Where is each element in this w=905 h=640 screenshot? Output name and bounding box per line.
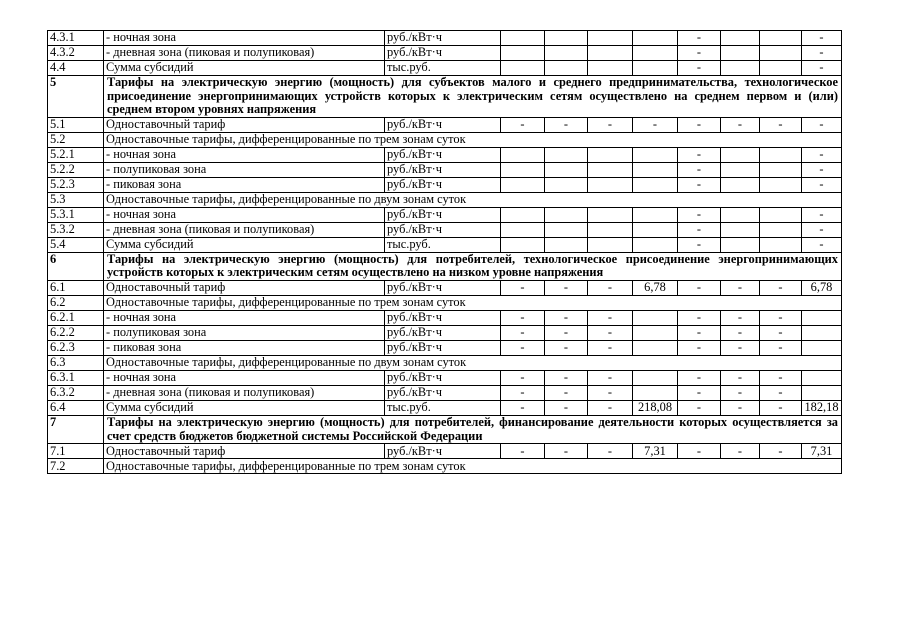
value-cell: - [678,117,721,132]
value-cell [545,162,588,177]
value-cell: - [588,280,633,295]
value-cell: - [501,310,545,325]
value-cell [545,207,588,222]
value-cell: - [588,385,633,400]
section-header-row [48,252,842,280]
value-cell: - [678,147,721,162]
value-cell [760,177,802,192]
value-cell: - [678,61,721,76]
value-cell [760,46,802,61]
value-cell: - [802,117,842,132]
value-cell: - [802,162,842,177]
row-name: - ночная зона [104,207,385,222]
value-cell: - [721,310,760,325]
value-cell: - [501,117,545,132]
table-row [48,147,842,162]
value-cell: - [545,117,588,132]
value-cell [760,237,802,252]
row-code: 6.1 [48,280,104,295]
value-cell [545,61,588,76]
table-row [48,280,842,295]
value-cell [721,207,760,222]
row-code: 4.4 [48,61,104,76]
row-unit: руб./кВт·ч [385,222,501,237]
row-unit: руб./кВт·ч [385,177,501,192]
value-cell: - [678,280,721,295]
value-cell [633,310,678,325]
row-unit: руб./кВт·ч [385,31,501,46]
subsection-title: Одноставочные тарифы, дифференцированные по трем зонам суток [104,295,842,310]
table-row [48,177,842,192]
section-title: Тарифы на электрическую энергию (мощность) для потребителей, финансирование деятельности которых осуществляется за счет средств бюджетов бюджетной системы Российской Федерации [104,415,842,443]
value-cell: - [802,237,842,252]
table-row [48,385,842,400]
table-row [48,370,842,385]
row-unit: руб./кВт·ч [385,147,501,162]
value-cell: - [760,280,802,295]
value-cell [501,177,545,192]
value-cell: - [678,340,721,355]
row-code: 7.1 [48,444,104,459]
value-cell: - [588,370,633,385]
value-cell [633,370,678,385]
value-cell: - [760,325,802,340]
value-cell [721,162,760,177]
value-cell [802,310,842,325]
value-cell [588,61,633,76]
value-cell: - [588,400,633,415]
value-cell [501,61,545,76]
row-name: - полупиковая зона [104,162,385,177]
row-code: 4.3.1 [48,31,104,46]
value-cell [545,31,588,46]
value-cell: - [588,117,633,132]
row-unit: руб./кВт·ч [385,162,501,177]
value-cell: - [501,325,545,340]
value-cell [802,340,842,355]
value-cell: - [721,400,760,415]
value-cell: - [545,310,588,325]
value-cell: - [633,117,678,132]
row-name: - дневная зона (пиковая и полупиковая) [104,222,385,237]
value-cell [721,61,760,76]
value-cell [501,237,545,252]
value-cell [760,31,802,46]
value-cell: - [678,370,721,385]
table-row [48,222,842,237]
value-cell: - [802,147,842,162]
value-cell: - [721,444,760,459]
row-name: Сумма субсидий [104,237,385,252]
value-cell: - [802,207,842,222]
row-unit: тыс.руб. [385,61,501,76]
value-cell [721,147,760,162]
value-cell: - [545,444,588,459]
row-name: - полупиковая зона [104,325,385,340]
subsection-row [48,355,842,370]
value-cell [633,340,678,355]
value-cell: - [678,46,721,61]
value-cell [501,207,545,222]
table-row [48,310,842,325]
value-cell: - [721,280,760,295]
value-cell [588,46,633,61]
value-cell: - [501,444,545,459]
value-cell: - [545,280,588,295]
row-name: - пиковая зона [104,177,385,192]
value-cell [633,177,678,192]
row-unit: руб./кВт·ч [385,385,501,400]
value-cell [633,61,678,76]
row-name: Сумма субсидий [104,61,385,76]
row-code: 5.1 [48,117,104,132]
row-code: 6.2.3 [48,340,104,355]
value-cell [501,162,545,177]
value-cell: - [802,61,842,76]
value-cell [501,46,545,61]
value-cell [588,237,633,252]
value-cell: 6,78 [802,280,842,295]
value-cell [633,31,678,46]
row-unit: руб./кВт·ч [385,207,501,222]
row-code: 6.2.1 [48,310,104,325]
row-unit: руб./кВт·ч [385,370,501,385]
row-name: Одноставочный тариф [104,444,385,459]
row-code: 6.2.2 [48,325,104,340]
row-code: 6.3.1 [48,370,104,385]
row-name: - ночная зона [104,147,385,162]
value-cell [588,177,633,192]
row-code: 6.4 [48,400,104,415]
row-unit: руб./кВт·ч [385,444,501,459]
value-cell: - [678,400,721,415]
subsection-title: Одноставочные тарифы, дифференцированные по трем зонам суток [104,132,842,147]
value-cell: - [588,444,633,459]
tariff-table [47,30,842,474]
value-cell [760,222,802,237]
value-cell [545,237,588,252]
value-cell: - [721,117,760,132]
value-cell [545,147,588,162]
value-cell: - [501,280,545,295]
subsection-code: 6.2 [48,295,104,310]
value-cell [545,177,588,192]
row-unit: руб./кВт·ч [385,280,501,295]
value-cell: - [545,325,588,340]
section-header-row [48,76,842,118]
section-title: Тарифы на электрическую энергию (мощность) для субъектов малого и среднего предпринимательства, технологическое присоединение энергопринимающих устройств которых к электрическим сетям осуществлено на среднем первом и (или) среднем втором уровнях напряжения [104,76,842,118]
value-cell [501,222,545,237]
value-cell: - [721,340,760,355]
value-cell [760,207,802,222]
value-cell: - [721,325,760,340]
value-cell: - [678,222,721,237]
value-cell: - [545,340,588,355]
value-cell [501,31,545,46]
row-code: 5.2.2 [48,162,104,177]
value-cell: 7,31 [633,444,678,459]
row-name: Сумма субсидий [104,400,385,415]
value-cell [588,222,633,237]
subsection-row [48,295,842,310]
row-name: - ночная зона [104,370,385,385]
value-cell: - [588,310,633,325]
value-cell: - [501,400,545,415]
section-code: 6 [48,252,104,280]
value-cell [760,162,802,177]
value-cell [545,222,588,237]
subsection-row [48,459,842,474]
table-row [48,207,842,222]
table-row [48,444,842,459]
value-cell [633,147,678,162]
value-cell: - [760,310,802,325]
value-cell [633,46,678,61]
subsection-row [48,132,842,147]
subsection-title: Одноставочные тарифы, дифференцированные по трем зонам суток [104,459,842,474]
value-cell [633,162,678,177]
value-cell [588,207,633,222]
value-cell [760,61,802,76]
value-cell [721,222,760,237]
value-cell: - [501,340,545,355]
row-name: - дневная зона (пиковая и полупиковая) [104,385,385,400]
row-code: 6.3.2 [48,385,104,400]
row-code: 4.3.2 [48,46,104,61]
subsection-code: 5.3 [48,192,104,207]
subsection-code: 5.2 [48,132,104,147]
value-cell [545,46,588,61]
value-cell [721,177,760,192]
subsection-title: Одноставочные тарифы, дифференцированные по двум зонам суток [104,192,842,207]
section-header-row [48,415,842,443]
table-row [48,117,842,132]
value-cell: - [678,162,721,177]
value-cell [633,325,678,340]
value-cell: - [678,207,721,222]
value-cell: - [678,325,721,340]
row-unit: руб./кВт·ч [385,117,501,132]
row-name: - ночная зона [104,310,385,325]
value-cell [588,31,633,46]
row-name: Одноставочный тариф [104,280,385,295]
table-row [48,325,842,340]
row-unit: руб./кВт·ч [385,46,501,61]
value-cell [633,222,678,237]
value-cell: - [678,237,721,252]
row-code: 5.3.2 [48,222,104,237]
row-unit: руб./кВт·ч [385,325,501,340]
value-cell: - [721,370,760,385]
value-cell [633,385,678,400]
value-cell: 7,31 [802,444,842,459]
section-code: 5 [48,76,104,118]
tariff-table-body [48,31,842,474]
value-cell: - [678,385,721,400]
value-cell [802,370,842,385]
value-cell: - [760,370,802,385]
table-row [48,46,842,61]
value-cell: 6,78 [633,280,678,295]
table-row [48,31,842,46]
value-cell: - [802,31,842,46]
value-cell: - [760,444,802,459]
subsection-code: 6.3 [48,355,104,370]
table-row [48,400,842,415]
value-cell [633,207,678,222]
value-cell: 218,08 [633,400,678,415]
value-cell: - [802,46,842,61]
row-code: 5.3.1 [48,207,104,222]
value-cell: 182,18 [802,400,842,415]
value-cell: - [678,177,721,192]
value-cell [633,237,678,252]
value-cell: - [760,400,802,415]
value-cell [760,147,802,162]
row-unit: руб./кВт·ч [385,310,501,325]
row-unit: руб./кВт·ч [385,340,501,355]
value-cell: - [678,310,721,325]
row-name: - пиковая зона [104,340,385,355]
value-cell: - [721,385,760,400]
table-row [48,162,842,177]
row-code: 5.4 [48,237,104,252]
value-cell [802,385,842,400]
subsection-code: 7.2 [48,459,104,474]
row-unit: тыс.руб. [385,237,501,252]
value-cell: - [678,444,721,459]
table-row [48,61,842,76]
row-code: 5.2.1 [48,147,104,162]
value-cell: - [802,177,842,192]
value-cell: - [678,31,721,46]
value-cell: - [545,400,588,415]
row-name: - ночная зона [104,31,385,46]
value-cell: - [760,117,802,132]
value-cell: - [545,370,588,385]
value-cell: - [501,385,545,400]
value-cell [721,31,760,46]
value-cell [588,147,633,162]
value-cell: - [760,385,802,400]
value-cell: - [545,385,588,400]
value-cell: - [802,222,842,237]
row-name: Одноставочный тариф [104,117,385,132]
value-cell [588,162,633,177]
value-cell: - [588,325,633,340]
section-code: 7 [48,415,104,443]
row-name: - дневная зона (пиковая и полупиковая) [104,46,385,61]
table-row [48,237,842,252]
row-code: 5.2.3 [48,177,104,192]
value-cell: - [760,340,802,355]
value-cell [802,325,842,340]
value-cell [721,46,760,61]
subsection-title: Одноставочные тарифы, дифференцированные по двум зонам суток [104,355,842,370]
value-cell: - [501,370,545,385]
value-cell: - [588,340,633,355]
subsection-row [48,192,842,207]
table-row [48,340,842,355]
value-cell [501,147,545,162]
value-cell [721,237,760,252]
row-unit: тыс.руб. [385,400,501,415]
section-title: Тарифы на электрическую энергию (мощность) для потребителей, технологическое присоединение энергопринимающих устройств которых к электрическим сетям осуществлено на низком уровне напряжения [104,252,842,280]
